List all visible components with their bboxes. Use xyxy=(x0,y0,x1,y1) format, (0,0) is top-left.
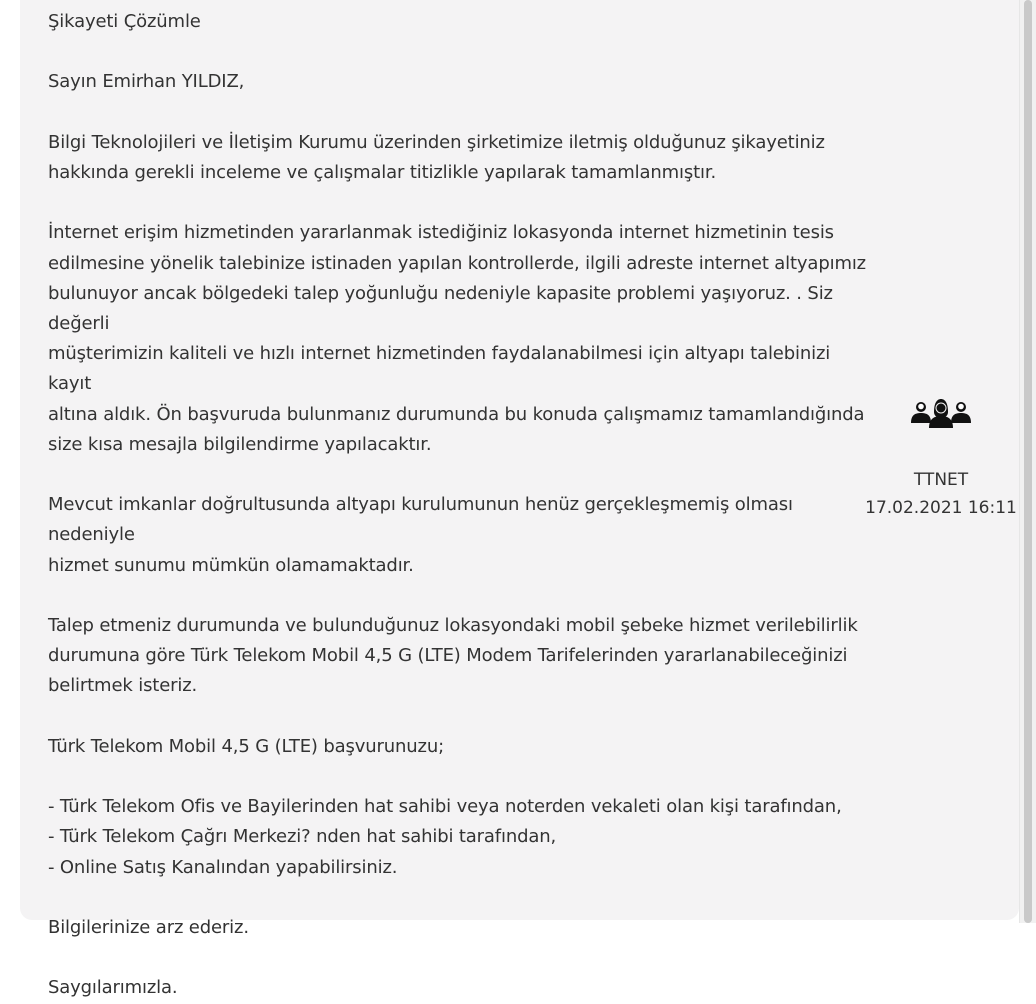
message-paragraph: Türk Telekom Mobil 4,5 G (LTE) başvurunuzu; xyxy=(48,735,445,757)
message-signoff: Saygılarımızla. xyxy=(48,977,178,999)
vertical-scrollbar[interactable] xyxy=(1019,0,1036,923)
message-heading: Şikayeti Çözümle xyxy=(48,11,201,32)
message-channel-list: - Türk Telekom Ofis ve Bayilerinden hat sahibi veya noterden vekaleti olan kişi tarafından, - Türk Telekom Çağrı Merkezi? nden hat sahibi tarafından, - Online Satış Kanalından yapabilirsiniz. xyxy=(48,796,842,878)
sender-info xyxy=(862,394,1020,522)
message-body xyxy=(48,7,868,1004)
message-paragraph: Talep etmeniz durumunda ve bulunduğunuz lokasyondaki mobil şebeke hizmet verilebilirlik durumuna göre Türk Telekom Mobil 4,5 G (LTE) Modem Tarifelerinden yararlanabileceğinizi belirtmek isteriz. xyxy=(48,614,858,697)
message-greeting: Sayın Emirhan YILDIZ, xyxy=(48,71,245,93)
scrollbar-thumb[interactable] xyxy=(1024,0,1032,923)
message-closing: Bilgilerinize arz ederiz. xyxy=(48,916,249,938)
message-paragraph: Bilgi Teknolojileri ve İletişim Kurumu üzerinden şirketimize iletmiş olduğunuz şikayetiniz hakkında gerekli inceleme ve çalışmalar titizlikle yapılarak tamamlanmıştır. xyxy=(48,131,825,183)
message-paragraph: İnternet erişim hizmetinden yararlanmak istediğiniz lokasyonda internet hizmetinin tesis edilmesine yönelik talebinize istinaden yapılan kontrollerde, ilgili adreste internet altyapımız bulunuyor ancak bölgedeki talep yoğunluğu nedeniyle kapasite problemi yaşıyoruz. . Siz değerli müşterimizin kaliteli ve hızlı internet hizmetinden faydalanabilmesi için altyapı talebinizi kayıt altına aldık. Ön başvuruda bulunmanız durumunda bu konuda çalışmamız tamamlandığında size kısa mesajla bilgilendirme yapılacaktır. xyxy=(48,222,866,455)
group-users-icon xyxy=(910,394,972,430)
message-paragraph: Mevcut imkanlar doğrultusunda altyapı kurulumunun henüz gerçekleşmemiş olması nedeniyle hizmet sunumu mümkün olamamaktadır. xyxy=(48,494,793,576)
sender-name: TTNET xyxy=(913,470,969,490)
sender-datetime: 17.02.2021 16:11 xyxy=(865,498,1017,518)
